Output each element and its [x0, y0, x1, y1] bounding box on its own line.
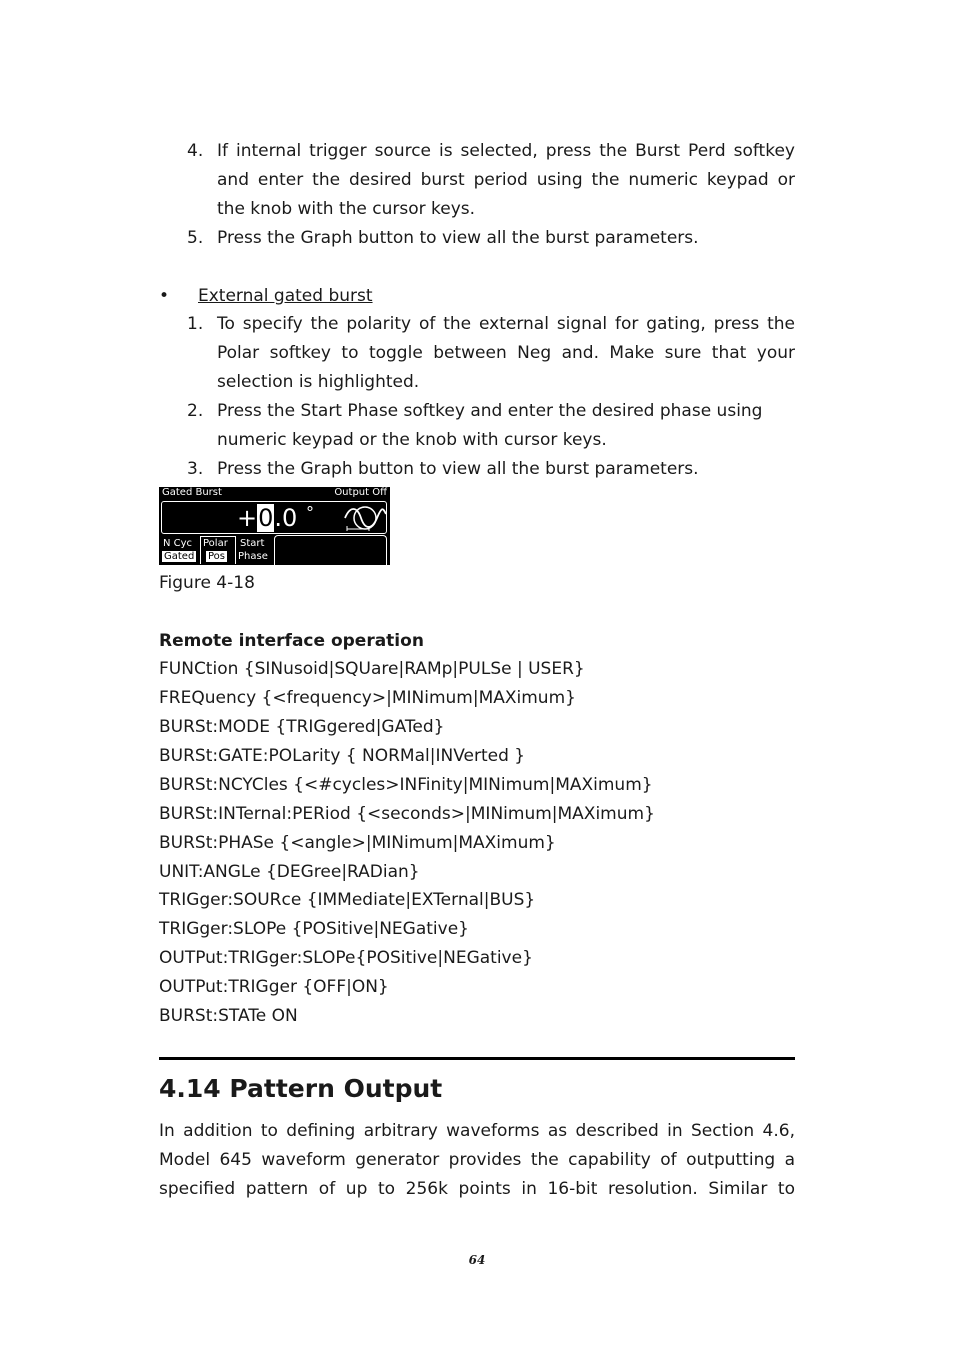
command-line: UNIT:ANGLe {DEGree|RADian}: [159, 862, 420, 882]
list-text: numeric keypad or the knob with cursor keys.: [217, 430, 607, 450]
sine-wave-icon: [343, 504, 387, 532]
softkey-polar-label: Polar: [203, 538, 228, 549]
command-line: BURSt:INTernal:PERiod {<seconds>|MINimum|MAXimum}: [159, 804, 655, 824]
command-line: FUNCtion {SINusoid|SQUare|RAMp|PULSe | USER}: [159, 659, 585, 679]
list-text: selection is highlighted.: [217, 372, 420, 392]
bullet-title: External gated burst: [198, 286, 373, 306]
softkey-empty-area: [274, 535, 387, 565]
list-text: To specify the polarity of the external signal for gating, press the: [217, 314, 795, 334]
command-line: OUTPut:TRIGger:SLOPe{POSitive|NEGative}: [159, 948, 533, 968]
bullet-icon: •: [159, 286, 170, 306]
softkey-pos-label: Pos: [208, 551, 226, 562]
list-text: Press the Graph button to view all the burst parameters.: [217, 459, 699, 479]
command-line: FREQuency {<frequency>|MINimum|MAXimum}: [159, 688, 576, 708]
lcd-degree-unit: °: [306, 503, 314, 522]
section-title: 4.14 Pattern Output: [159, 1074, 443, 1103]
lcd-mode-title: Gated Burst: [162, 487, 222, 498]
command-line: BURSt:MODE {TRIGgered|GATed}: [159, 717, 445, 737]
lcd-screenshot: [159, 487, 390, 565]
command-line: BURSt:GATE:POLarity { NORMal|INVerted }: [159, 746, 526, 766]
list-number: 5.: [187, 228, 204, 248]
list-text: Polar softkey to toggle between Neg and. Make sure that your: [217, 343, 795, 363]
lcd-value-box: [161, 501, 387, 534]
lcd-cursor-digit: 0: [258, 504, 274, 532]
list-text: Press the Graph button to view all the burst parameters.: [217, 228, 699, 248]
command-line: OUTPut:TRIGger {OFF|ON}: [159, 977, 389, 997]
command-line: BURSt:NCYCles {<#cycles>INFinity|MINimum|MAXimum}: [159, 775, 653, 795]
softkey-phase-label: Phase: [238, 551, 268, 562]
command-line: TRIGger:SLOPe {POSitive|NEGative}: [159, 919, 469, 939]
list-text: the knob with the cursor keys.: [217, 199, 476, 219]
softkey-start-phase[interactable]: [237, 537, 273, 564]
page-number: 64: [468, 1253, 486, 1267]
lcd-value-rest: .0: [274, 504, 298, 532]
command-line: BURSt:STATe ON: [159, 1006, 298, 1026]
softkey-polar[interactable]: [200, 536, 236, 564]
lcd-phase-value: [237, 505, 297, 531]
remote-heading: Remote interface operation: [159, 631, 424, 651]
list-number: 3.: [187, 459, 204, 479]
softkey-ncyc[interactable]: [160, 537, 199, 564]
command-line: BURSt:PHASe {<angle>|MINimum|MAXimum}: [159, 833, 556, 853]
paragraph-line: specified pattern of up to 256k points in 16-bit resolution. Similar to: [159, 1179, 795, 1199]
section-divider: [159, 1057, 795, 1060]
lcd-sign: +: [237, 504, 258, 532]
figure-caption: Figure 4-18: [159, 573, 255, 593]
paragraph-line: In addition to defining arbitrary waveforms as described in Section 4.6,: [159, 1121, 795, 1141]
lcd-output-status: Output Off: [334, 487, 387, 498]
list-text: and enter the desired burst period using the numeric keypad or: [217, 170, 795, 190]
softkey-start-label: Start: [240, 538, 265, 549]
list-number: 4.: [187, 141, 204, 161]
softkey-ncyc-label: N Cyc: [163, 538, 193, 549]
list-number: 1.: [187, 314, 204, 334]
list-number: 2.: [187, 401, 204, 421]
paragraph-line: Model 645 waveform generator provides the capability of outputting a: [159, 1150, 795, 1170]
list-text: Press the Start Phase softkey and enter the desired phase using: [217, 401, 763, 421]
list-text: If internal trigger source is selected, press the Burst Perd softkey: [217, 141, 795, 161]
command-line: TRIGger:SOURce {IMMediate|EXTernal|BUS}: [159, 890, 536, 910]
softkey-gated-label: Gated: [164, 551, 195, 562]
